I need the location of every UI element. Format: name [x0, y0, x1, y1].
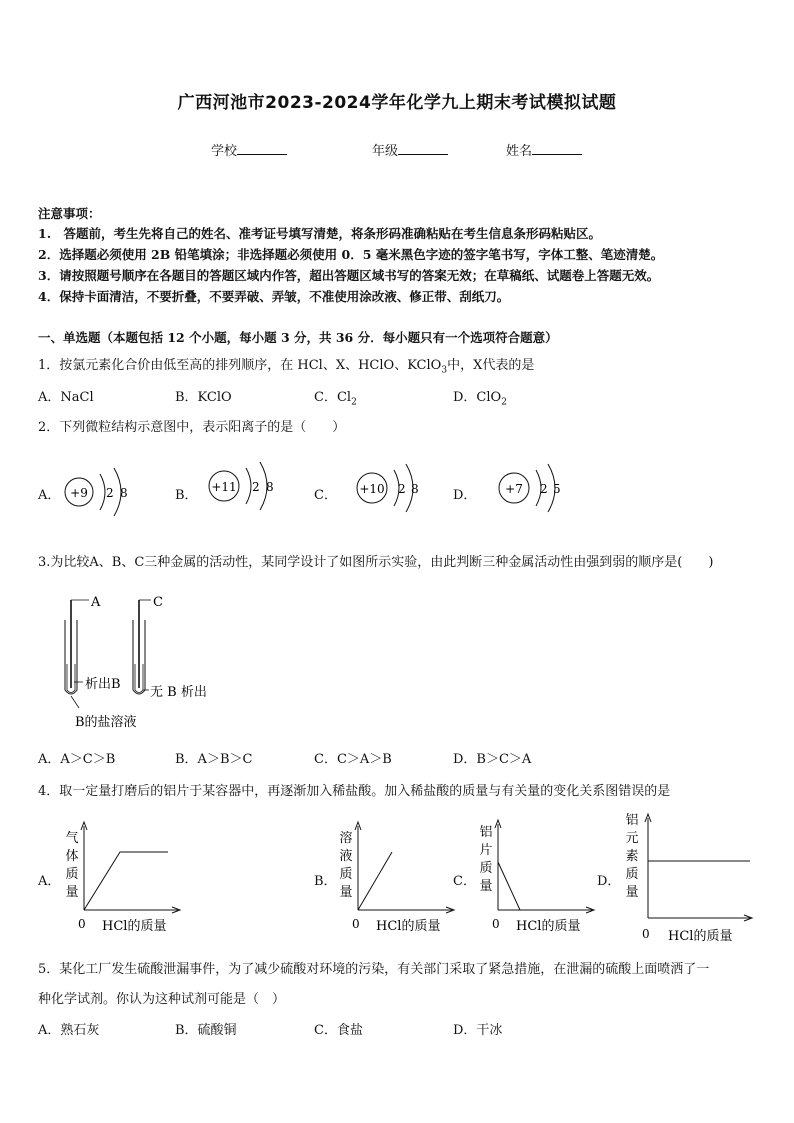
q2-option-a-diagram[interactable]: [62, 462, 142, 522]
question-4-stem: 4．取一定量打磨后的铝片于某容器中，再逐渐加入稀盐酸。加入稀盐酸的质量与有关量的变化关系图错误的是: [38, 784, 671, 799]
shell-electrons: 8: [120, 486, 128, 500]
school-label: 学校: [211, 144, 238, 159]
q3-option-a[interactable]: A．A＞C＞B: [38, 752, 116, 767]
y-axis-label: 片: [479, 843, 493, 858]
series-line: [358, 852, 392, 910]
question-5-stem-line2: 种化学试剂。你认为这种试剂可能是（ ）: [38, 992, 286, 1007]
grade-label: 年级: [372, 144, 399, 159]
nucleus-charge: +10: [359, 482, 385, 496]
notice-item: 2．选择题必须使用 2B 铅笔填涂；非选择题必须使用 0．5 毫米黑色字迹的签字笔书写，字体工整、笔迹清楚。: [38, 247, 664, 262]
q4-option-d-letter[interactable]: D．: [597, 874, 621, 889]
origin-label: 0: [642, 927, 650, 941]
series-line: [498, 862, 520, 910]
q2-option-b-letter[interactable]: B．: [175, 488, 198, 503]
q4-option-c-graph[interactable]: [472, 818, 602, 938]
q3-test-tube-figure: [55, 590, 235, 735]
y-axis-label: 量: [65, 885, 79, 900]
q4-option-d-graph[interactable]: [618, 808, 758, 948]
grade-blank[interactable]: [398, 142, 448, 155]
shell-electrons: 2: [540, 482, 548, 496]
label-metal-a: A: [91, 595, 101, 610]
question-5-stem-line1: 5．某化工厂发生硫酸泄漏事件，为了减少硫酸对环境的污染，有关部门采取了紧急措施，在泄漏的硫酸上面喷洒了一: [38, 962, 710, 977]
shell-electrons: 5: [553, 482, 561, 496]
q4-option-a-graph[interactable]: [58, 818, 188, 938]
label-metal-c: C: [153, 595, 163, 610]
q4-option-c-letter[interactable]: C．: [453, 874, 476, 889]
origin-label: 0: [492, 917, 500, 931]
question-3-stem: 3.为比较A、B、C三种金属的活动性，某同学设计了如图所示实验，由此判断三种金属活动性由强到弱的顺序是( ): [38, 555, 714, 570]
q2-option-a-letter[interactable]: A．: [38, 488, 61, 503]
shell-electrons: 2: [398, 482, 406, 496]
q1-option-c[interactable]: C．$Cl_2$: [314, 390, 357, 408]
y-axis-label: 量: [479, 879, 493, 894]
x-axis-label: HCl的质量: [516, 919, 581, 934]
notice-item: 3．请按照题号顺序在各题目的答题区域内作答，超出答题区域书写的答案无效；在草稿纸、试题卷上答题无效。: [38, 268, 660, 283]
q5-option-c[interactable]: C．食盐: [314, 1023, 363, 1038]
x-axis-label: HCl的质量: [102, 919, 167, 934]
q2-option-c-diagram[interactable]: [350, 458, 430, 518]
y-axis-label: 质: [65, 867, 79, 882]
question-1-stem: 1．按氯元素化合价由低至高的排列顺序，在 HCl、X、HClO、KClO$_3$中，X代表的是: [38, 358, 535, 376]
school-field[interactable]: [211, 140, 287, 159]
q1-option-b[interactable]: B．KClO: [175, 390, 232, 405]
x-axis-label: HCl的质量: [668, 929, 733, 944]
label-precipitate-b: 析出B: [85, 677, 121, 692]
shell-electrons: 8: [266, 480, 274, 494]
q1-option-a[interactable]: A．NaCl: [38, 390, 94, 405]
y-axis-label: 质: [479, 861, 493, 876]
q3-option-b[interactable]: B．A＞B＞C: [175, 752, 253, 767]
y-axis-label: 质: [339, 867, 353, 882]
question-2-stem: 2．下列微粒结构示意图中，表示阳离子的是（ ）: [38, 420, 346, 435]
shell-electrons: 8: [411, 482, 419, 496]
y-axis-label: 素: [625, 849, 639, 864]
shell-electrons: 2: [106, 486, 114, 500]
notice-heading: 注意事项：: [38, 206, 101, 221]
label-no-precipitate: 无 B 析出: [150, 685, 207, 700]
y-axis-label: 量: [625, 885, 639, 900]
q1-option-d[interactable]: D．ClO$_2$: [453, 390, 507, 408]
q4-option-b-graph[interactable]: [332, 818, 462, 938]
shell-arc: [100, 474, 105, 510]
origin-label: 0: [78, 917, 86, 931]
y-axis-label: 溶: [339, 831, 353, 846]
q3-option-c[interactable]: C．C＞A＞B: [314, 752, 392, 767]
q2-option-c-letter[interactable]: C．: [314, 488, 337, 503]
y-axis-label: 元: [625, 831, 639, 846]
q5-option-b[interactable]: B．硫酸铜: [175, 1023, 237, 1038]
nucleus-charge: +9: [70, 486, 88, 500]
notice-item: 1. 答题前，考生先将自己的姓名、准考证号填写清楚，将条形码准确粘贴在考生信息条形码粘贴区。: [38, 226, 602, 241]
nucleus-charge: +7: [505, 482, 523, 496]
name-blank[interactable]: [532, 142, 582, 155]
y-axis-label: 铝: [479, 825, 493, 840]
q4-option-a-letter[interactable]: A．: [38, 874, 61, 889]
school-blank[interactable]: [237, 142, 287, 155]
q5-option-d[interactable]: D．干冰: [453, 1023, 503, 1038]
notice-item: 4．保持卡面清洁，不要折叠，不要弄破、弄皱，不准使用涂改液、修正带、刮纸刀。: [38, 289, 510, 304]
x-axis-label: HCl的质量: [376, 919, 441, 934]
y-axis-label: 量: [339, 885, 353, 900]
shell-arc: [246, 468, 251, 504]
leader-line: [71, 696, 79, 708]
series-line: [84, 852, 168, 910]
q3-option-d[interactable]: D．B＞C＞A: [453, 752, 532, 767]
y-axis-label: 气: [65, 831, 79, 846]
y-axis-label: 铝: [625, 813, 639, 828]
nucleus-charge: +11: [211, 480, 237, 494]
q5-option-a[interactable]: A．熟石灰: [38, 1023, 100, 1038]
name-field[interactable]: [506, 140, 582, 159]
y-axis-label: 液: [339, 849, 353, 864]
origin-label: 0: [352, 917, 360, 931]
q4-option-b-letter[interactable]: B．: [314, 874, 337, 889]
q2-option-b-diagram[interactable]: [206, 456, 286, 516]
q2-option-d-diagram[interactable]: [494, 458, 574, 518]
y-axis-label: 质: [625, 867, 639, 882]
grade-field[interactable]: [372, 140, 448, 159]
y-axis-label: 体: [65, 849, 79, 864]
name-label: 姓名: [506, 144, 533, 159]
paper-title: 广西河池市2023-2024学年化学九上期末考试模拟试题: [177, 93, 617, 113]
section-heading: 一、单选题（本题包括 12 个小题，每小题 3 分，共 36 分．每小题只有一个选项符合题意）: [38, 330, 558, 345]
shell-electrons: 2: [252, 480, 260, 494]
q2-option-d-letter[interactable]: D．: [453, 488, 477, 503]
label-salt-solution: B的盐溶液: [75, 715, 137, 730]
